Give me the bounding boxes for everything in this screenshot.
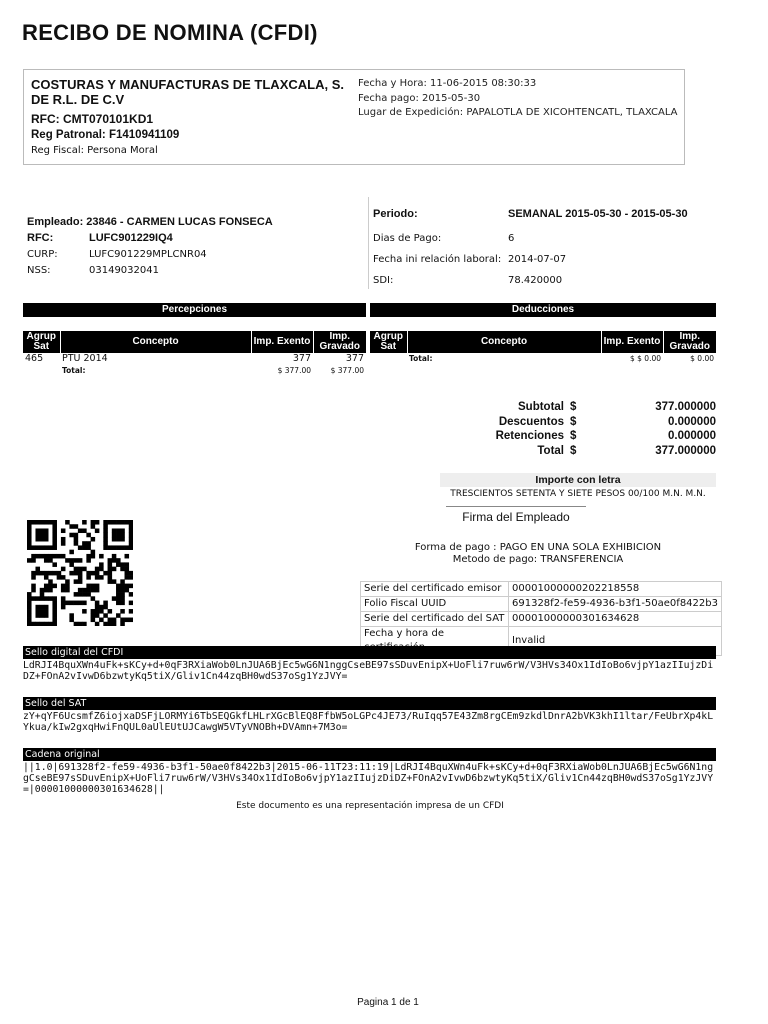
fecha-hora: Fecha y Hora: 11-06-2015 08:30:33 — [358, 78, 537, 89]
empleado-line: Empleado: 23846 - CARMEN LUCAS FONSECA — [27, 216, 273, 228]
cadena-value: ||1.0|691328f2-fe59-4936-b3f1-50ae0f8422b3|2015-06-11T23:11:19|LdRJI4BquXWn4uFk+sKCy+d+0qF3RXiaWob0LnJUA6BjEc5wG6N1nggCseBE97sSDuvEnipX+UoFli7ruw6rW/V3HVs34Ox1IdIoBo6vjpY1azIIujzDiDZ+FOnA2vIvwD6bzwtyKq5tiX/Gliv1Cn44zqBH0wdS37oSg1YzJVY=|00001000000301634628|| — [23, 762, 714, 795]
perc-agrup: 465 — [25, 353, 44, 364]
subtotal-label: Subtotal — [518, 401, 564, 414]
periodo-info — [368, 197, 720, 289]
lugar-expedicion: Lugar de Expedición: PAPALOTLA DE XICOHTENCATL, TLAXCALA — [358, 107, 678, 118]
perc-col-agrup: Agrup Sat — [23, 331, 60, 353]
fecha-ini-value: 2014-07-07 — [508, 254, 567, 265]
document-title: RECIBO DE NOMINA (CFDI) — [22, 20, 318, 45]
retenciones-label: Retenciones — [495, 430, 564, 443]
descuentos-currency: $ — [570, 415, 577, 428]
cert-value: 00001000000301634628 — [509, 612, 722, 627]
ded-col-agrup: Agrup Sat — [370, 331, 407, 353]
total-currency: $ — [570, 444, 577, 457]
deducciones-header: Deducciones — [370, 303, 716, 317]
sdi-label: SDI: — [373, 275, 394, 286]
cert-value: Invalid — [509, 627, 722, 656]
total-amount: 377.000000 — [655, 444, 716, 457]
qr-code-icon — [27, 520, 133, 626]
cert-value: 00001000000202218558 — [509, 582, 722, 597]
rfc-label: RFC: — [27, 232, 54, 244]
dias-label: Dias de Pago: — [373, 233, 442, 244]
ded-col-exento: Imp. Exento — [601, 331, 663, 353]
table-row — [23, 353, 366, 365]
sello-sat-header: Sello del SAT — [23, 697, 716, 710]
metodo-pago: Metodo de pago: TRANSFERENCIA — [452, 554, 624, 565]
perc-total-label: Total: — [62, 366, 86, 375]
page-footer: Pagina 1 de 1 — [357, 997, 419, 1008]
deducciones-table — [370, 331, 716, 365]
empleado-nss: 03149032041 — [89, 264, 159, 276]
table-row — [361, 582, 722, 597]
descuentos-amount: 0.000000 — [668, 415, 716, 428]
cert-label: Serie del certificado del SAT — [361, 612, 509, 627]
curp-label: CURP: — [27, 248, 58, 260]
ded-total-gravado: $ 0.00 — [690, 354, 714, 363]
firma-empleado: Firma del Empleado — [462, 510, 570, 524]
perc-exento: 377 — [292, 353, 311, 364]
cert-label: Serie del certificado emisor — [361, 582, 509, 597]
percepciones-table — [23, 331, 366, 377]
subtotal-currency: $ — [570, 401, 577, 414]
fecha-pago: Fecha pago: 2015-05-30 — [358, 93, 481, 104]
empleado-rfc: LUFC901229IQ4 — [89, 232, 173, 244]
cert-value: 691328f2-fe59-4936-b3f1-50ae0f8422b3 — [509, 597, 722, 612]
sdi-value: 78.420000 — [508, 275, 563, 286]
perc-total-exento: $ 377.00 — [277, 366, 311, 375]
perc-concepto: PTU 2014 — [62, 353, 108, 364]
pago-info — [380, 542, 696, 566]
nss-label: NSS: — [27, 264, 51, 276]
ded-col-gravado: Imp. Gravado — [663, 331, 716, 353]
total-label: Total — [537, 444, 564, 457]
cadena-header: Cadena original — [23, 748, 716, 761]
ded-total-label: Total: — [409, 354, 433, 363]
certificado-table — [360, 581, 722, 656]
cert-label: Fecha y hora de — [361, 627, 509, 656]
percepciones-header: Percepciones — [23, 303, 366, 317]
table-row — [361, 597, 722, 612]
forma-pago: Forma de pago : PAGO EN UNA SOLA EXHIBICION — [414, 542, 662, 553]
cert-label: Folio Fiscal UUID — [361, 597, 509, 612]
emisor-reg-patronal: Reg Patronal: F1410941109 — [31, 129, 180, 141]
totals-block — [440, 400, 720, 458]
subtotal-amount: 377.000000 — [655, 401, 716, 414]
periodo-label: Periodo: — [373, 208, 418, 220]
sello-sat-value: zY+qYF6UcsmfZ6iojxaDSFjLORMYi6TbSEQGkfLHLrXGcBlEQ8FfbW5oLGPc4JE73/RuIqq57E43Zm8rgCEm9zkdlDnrA2bVK3khI1ltar/FeUbrXp4kLYkua/kIw2gxqHwiFnQUL0aUlEUtUJCawgW5VTyVNOBh+DVAmn+7M3o= — [23, 711, 714, 733]
importe-letra-label: Importe con letra — [440, 473, 716, 487]
perc-total-gravado: $ 377.00 — [330, 366, 364, 375]
emisor-reg-fiscal: Reg Fiscal: Persona Moral — [31, 145, 158, 156]
descuentos-label: Descuentos — [498, 415, 564, 428]
firma-line — [446, 506, 586, 507]
retenciones-amount: 0.000000 — [668, 430, 716, 443]
dias-value: 6 — [508, 233, 515, 244]
emisor-box — [23, 69, 685, 165]
importe-letra-value: TRESCIENTOS SETENTA Y SIETE PESOS 00/100 M.N. M.N. — [450, 489, 706, 499]
perc-col-concepto: Concepto — [60, 331, 251, 353]
perc-col-gravado: Imp. Gravado — [313, 331, 366, 353]
emisor-name: COSTURAS Y MANUFACTURAS DE TLAXCALA, S. DE R.L. DE C.V — [31, 77, 344, 107]
cfdi-note: Este documento es una representación impresa de un CFDI — [236, 801, 504, 811]
empleado-curp: LUFC901229MPLCNR04 — [89, 248, 207, 260]
periodo-value: SEMANAL 2015-05-30 - 2015-05-30 — [508, 208, 688, 220]
ded-col-concepto: Concepto — [407, 331, 601, 353]
perc-col-exento: Imp. Exento — [251, 331, 313, 353]
sello-cfdi-value: LdRJI4BquXWn4uFk+sKCy+d+0qF3RXiaWob0LnJUA6BjEc5wG6N1nggCseBE97sSDuvEnipX+UoFli7ruw6rW/V3HVs34Ox1IdIoBo6vjpY1azIIujzDiDZ+FOnA2vIvwD6bzwtyKq5tiX/Gliv1Cn44zqBH0wdS37oSg1YzJVY= — [23, 660, 714, 682]
ded-total-exento: $ $ 0.00 — [629, 354, 661, 363]
sello-cfdi-header: Sello digital del CFDI — [23, 646, 716, 659]
fecha-ini-label: Fecha ini relación laboral: — [373, 254, 502, 265]
emisor-rfc: RFC: CMT070101KD1 — [31, 112, 154, 126]
table-row — [361, 612, 722, 627]
empleado-info — [27, 214, 273, 278]
perc-gravado: 377 — [345, 353, 364, 364]
retenciones-currency: $ — [570, 430, 577, 443]
